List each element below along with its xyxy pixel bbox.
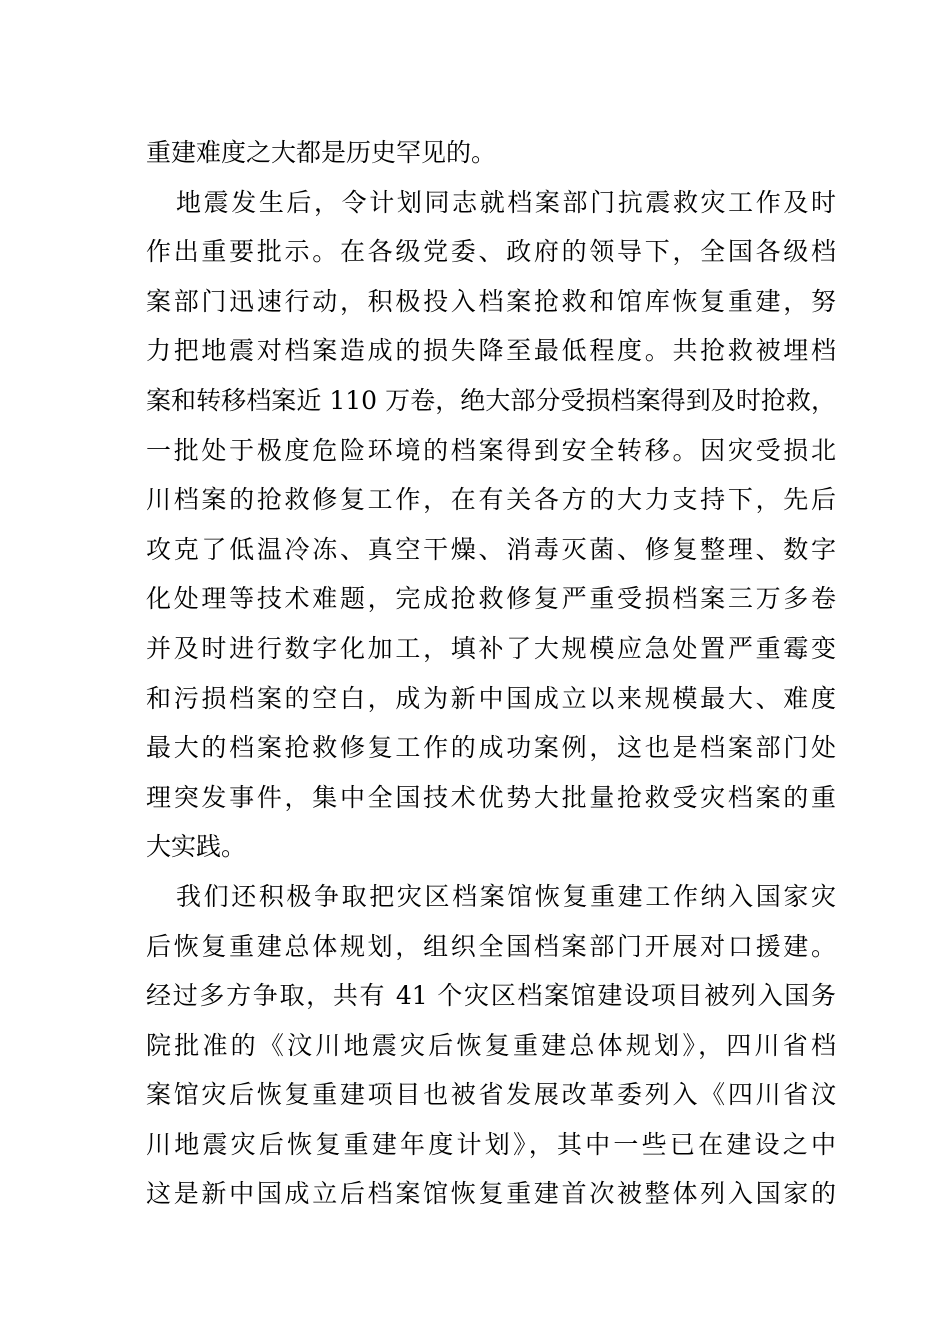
text-line: 一批处于极度危险环境的档案得到安全转移。因灾受损北 — [146, 435, 836, 465]
text-line: 化处理等技术难题，完成抢救修复严重受损档案三万多卷 — [146, 584, 836, 614]
text-line: 后恢复重建总体规划，组织全国档案部门开展对口援建。 — [146, 931, 836, 961]
text-line: 重建难度之大都是历史罕见的。 — [146, 138, 497, 167]
text-line: 川档案的抢救修复工作，在有关各方的大力支持下，先后 — [146, 485, 836, 515]
text-line: 案和转移档案近 110 万卷，绝大部分受损档案得到及时抢救， — [146, 385, 836, 415]
body-text — [146, 128, 836, 1219]
text-line: 地震发生后，令计划同志就档案部门抗震救灾工作及时 — [176, 187, 836, 217]
text-line: 院批准的《汶川地震灾后恢复重建总体规划》，四川省档 — [146, 1030, 836, 1060]
text-line: 大实践。 — [146, 832, 247, 862]
text-line: 最大的档案抢救修复工作的成功案例，这也是档案部门处 — [146, 733, 836, 763]
text-line: 理突发事件，集中全国技术优势大批量抢救受灾档案的重 — [146, 782, 836, 812]
text-line: 我们还积极争取把灾区档案馆恢复重建工作纳入国家灾 — [176, 881, 836, 911]
text-line: 和污损档案的空白，成为新中国成立以来规模最大、难度 — [146, 683, 836, 713]
text-line: 并及时进行数字化加工，填补了大规模应急处置严重霉变 — [146, 633, 836, 663]
text-line: 案馆灾后恢复重建项目也被省发展改革委列入《四川省汶 — [146, 1080, 836, 1110]
text-line: 川地震灾后恢复重建年度计划》，其中一些已在建设之中 — [146, 1129, 836, 1159]
text-line: 经过多方争取，共有 41 个灾区档案馆建设项目被列入国务 — [146, 981, 836, 1011]
text-line: 这是新中国成立后档案馆恢复重建首次被整体列入国家的 — [146, 1179, 836, 1209]
text-line: 力把地震对档案造成的损失降至最低程度。共抢救被埋档 — [146, 336, 836, 366]
text-line: 案部门迅速行动，积极投入档案抢救和馆库恢复重建，努 — [146, 286, 836, 316]
text-line: 作出重要批示。在各级党委、政府的领导下，全国各级档 — [146, 237, 836, 267]
text-line: 攻克了低温冷冻、真空干燥、消毒灭菌、修复整理、数字 — [146, 534, 836, 564]
